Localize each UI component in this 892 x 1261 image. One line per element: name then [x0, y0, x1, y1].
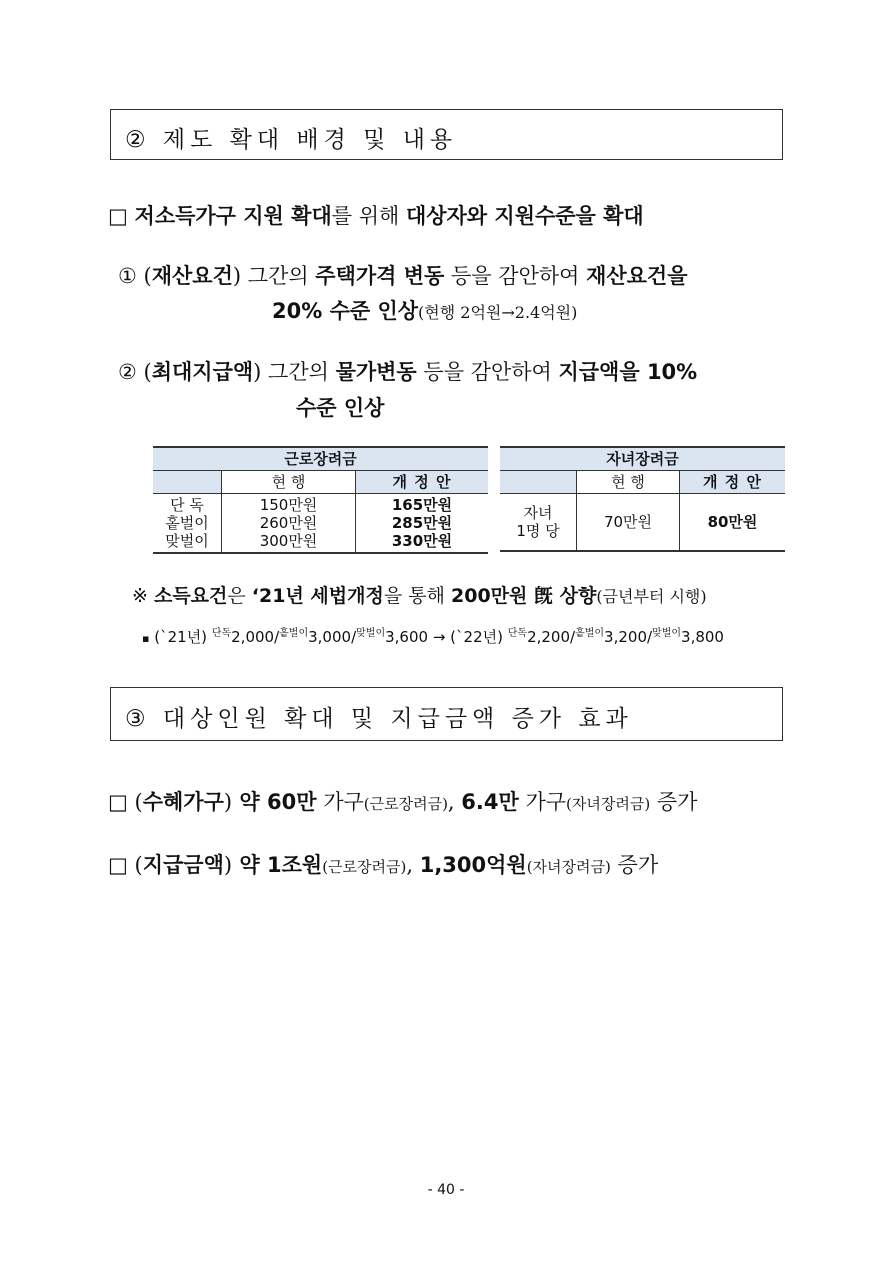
work-header-blank: [153, 471, 222, 494]
child-header-blank: [500, 471, 577, 494]
item-2-line-2: 수준 인상: [296, 396, 385, 420]
section-3-title-box: [110, 687, 783, 741]
item-1-line-2: 20% 수준 인상(현행 2억원→2.4억원): [272, 299, 578, 323]
income-requirement-note: ※ 소득요건은 ‘21년 세법개정을 통해 200만원 旣 상향(금년부터 시행): [132, 585, 707, 607]
payment-amount-bullet: □ (지급금액) 약 1조원(근로장려금), 1,300억원(자녀장려금) 증가: [108, 853, 659, 877]
checkbox-square-icon: □: [108, 204, 128, 228]
work-col-current: 현 행: [222, 471, 356, 494]
item-1-line-1: ① (재산요건) 그간의 주택가격 변동 등을 감안하여 재산요건을: [118, 264, 688, 288]
square-bullet-icon: ▪: [142, 632, 150, 645]
section-2-title: ② 제도 확대 배경 및 내용: [125, 127, 458, 153]
section-2-title-box: [110, 109, 783, 160]
work-incentive-title: 근로장려금: [153, 447, 488, 471]
section-3-title: ③ 대상인원 확대 및 지급금액 증가 효과: [125, 706, 633, 732]
child-col-current: 현 행: [577, 471, 680, 494]
table-row: 자녀 1명 당 70만원 80만원: [500, 494, 785, 552]
checkbox-square-icon: □: [108, 790, 128, 814]
table-row: 홑벌이 260만원 285만원: [165, 514, 453, 532]
reference-mark-icon: ※: [132, 585, 148, 607]
table-row: 맞벌이 300만원 330만원: [153, 532, 488, 553]
child-incentive-table: [500, 446, 785, 552]
table-row: 단 독 150만원 165만원: [153, 494, 488, 515]
item-2-line-1: ② (최대지급액) 그간의 물가변동 등을 감안하여 지급액을 10%: [118, 360, 698, 384]
work-incentive-table: [153, 446, 488, 554]
checkbox-square-icon: □: [108, 853, 128, 877]
child-col-proposal: 개 정 안: [680, 471, 786, 494]
income-threshold-detail: ▪ (`21년) $^{단독}$2,000/$^{홑벌이}$3,000/$^{맞벌이}$3,600 → (`22년) $^{단독}$2,200/$^{홑벌이}$3,200/$^{맞벌이}$3,800: [142, 628, 724, 646]
page-number: - 40 -: [427, 1182, 465, 1198]
work-col-proposal: 개 정 안: [356, 471, 489, 494]
child-incentive-title: 자녀장려금: [500, 447, 785, 471]
beneficiary-households-bullet: □ (수혜가구) 약 60만 가구(근로장려금), 6.4만 가구(자녀장려금) 증가: [108, 790, 698, 814]
section-2-bullet: □ 저소득가구 지원 확대를 위해 대상자와 지원수준을 확대: [108, 204, 644, 228]
